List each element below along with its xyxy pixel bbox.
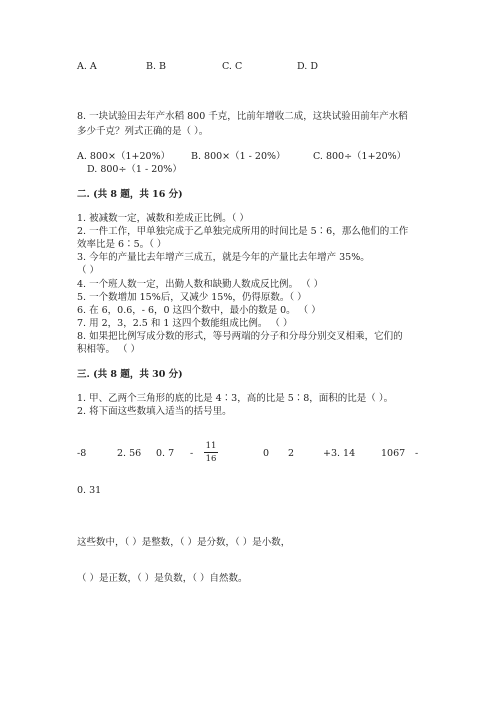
number-item: 1067 xyxy=(381,448,406,459)
number-item: 2. 56 xyxy=(117,448,142,459)
q8-line2: 多少千克？列式正确的是（ ）。 xyxy=(77,126,209,137)
s2-question-1: 1. 被减数一定，减数和差成正比例。（ ） xyxy=(77,213,249,224)
number-item: 2 xyxy=(288,448,295,459)
s3-question-2: 2. 将下面这些数填入适当的括号里。 xyxy=(77,406,232,417)
number-item: -8 xyxy=(77,448,87,459)
q7-option-b: B. B xyxy=(146,61,167,72)
s3-question-1: 1. 甲、乙两个三角形的底的比是 4∶3，高的比是 5∶8，面积的比是（ ）。 xyxy=(77,393,394,404)
s2-question-5: 5. 一个数增加 15%后，又减少 15%，仍得原数。（ ） xyxy=(77,292,307,303)
negative-sign: - xyxy=(415,448,419,459)
fraction-denominator: 16 xyxy=(205,454,217,464)
s2-question-8-line2: 积相等。 （ ） xyxy=(77,344,141,355)
number-item: 0. 31 xyxy=(77,485,102,496)
fraction-bar xyxy=(204,452,218,453)
q8-option-b: B. 800×（1 - 20%） xyxy=(191,151,286,162)
q8-option-c: C. 800÷（1+20%） xyxy=(313,151,407,162)
fill-line-2: （ ）是正数，（ ）是负数，（ ）自然数。 xyxy=(77,573,248,584)
s2-question-8-line1: 8. 如果把比例写成分数的形式，等号两端的分子和分母分别交叉相乘，它们的 xyxy=(77,331,403,342)
q8-line1: 8. 一块试验田去年产水稻 800 千克，比前年增收二成，这块试验田前年产水稻 xyxy=(77,111,408,122)
q7-option-a: A. A xyxy=(77,61,97,72)
s2-question-4: 4. 一个班人数一定，出勤人数和缺勤人数成反比例。 （ ） xyxy=(77,279,324,290)
number-item: 0 xyxy=(263,448,270,459)
s2-question-7: 7. 用 2，3，2.5 和 1 这四个数能组成比例。 （ ） xyxy=(77,318,293,329)
negative-sign: - xyxy=(190,448,194,459)
fill-line-1: 这些数中，（ ）是整数，（ ）是分数，（ ）是小数， xyxy=(77,537,291,548)
s2-question-3-line1: 3. 今年的产量比去年增产三成五，就是今年的产量比去年增产 35%。 xyxy=(77,252,370,263)
fraction-numerator: 11 xyxy=(205,441,217,451)
number-item: +3. 14 xyxy=(323,448,356,459)
section3-title: 三. (共 8 题，共 30 分) xyxy=(77,369,183,380)
number-item: 0. 7 xyxy=(156,448,175,459)
s2-question-6: 6. 在 6，0.6，- 6，0 这四个数中，最小的数是 0。 （ ） xyxy=(77,305,321,316)
s2-question-2-line2: 效率比是 6∶5。（ ） xyxy=(77,239,167,250)
q7-option-d: D. D xyxy=(297,61,318,72)
s2-question-2-line1: 2. 一件工作，甲单独完成于乙单独完成所用的时间比是 5∶6，那么他们的工作 xyxy=(77,226,409,237)
q8-option-d: D. 800÷（1 - 20%） xyxy=(87,164,182,175)
q7-option-c: C. C xyxy=(222,61,243,72)
q8-option-a: A. 800×（1+20%） xyxy=(77,151,171,162)
section2-title: 二. (共 8 题，共 16 分) xyxy=(77,189,183,200)
s2-question-3-line2: （ ） xyxy=(77,265,100,276)
fraction xyxy=(204,441,218,464)
